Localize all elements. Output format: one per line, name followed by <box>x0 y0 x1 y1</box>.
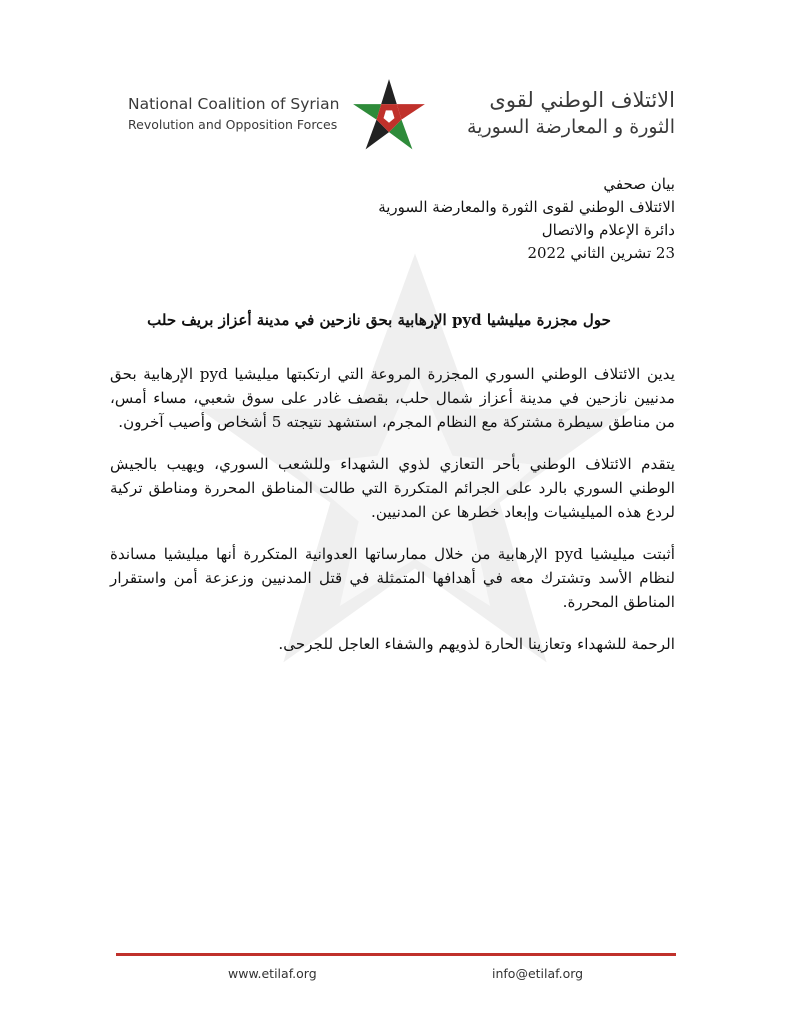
header-arabic-line2: الثورة و المعارضة السورية <box>466 116 675 138</box>
statement-body <box>110 362 675 674</box>
header-arabic <box>467 86 675 140</box>
organization-name: الائتلاف الوطني لقوى الثورة والمعارضة السورية <box>378 198 675 216</box>
footer-divider <box>116 953 676 956</box>
footer-website-link[interactable]: www.etilaf.org <box>228 966 317 981</box>
statement-date: 23 تشرين الثاني 2022 <box>527 244 675 262</box>
paragraph: الرحمة للشهداء وتعازينا الحارة لذويهم والشفاء العاجل للجرحى. <box>278 635 675 653</box>
doc-type: بيان صحفي <box>603 175 675 193</box>
department-name: دائرة الإعلام والاتصال <box>541 221 675 239</box>
paragraph: يدين الائتلاف الوطني السوري المجزرة المروعة التي ارتكبتها ميليشيا pyd الإرهابية بحق مدنيين نازحين في مدينة أعزاز شمال حلب، بقصف غادر على سوق شعبي، مساء أمس، من مناطق سيطرة مشتركة مع النظام المجرم، استشهد نتيجته 5 أشخاص وأصيب آخرون. <box>110 365 675 431</box>
paragraph: يتقدم الائتلاف الوطني بأحر التعازي لذوي الشهداء وللشعب السوري، ويهيب بالجيش الوطني السوري بالرد على الجرائم المتكررة التي طالت المناطق المحررة ومناطق تركية لردع هذه الميليشيات وإبعاد خطرها عن المدنيين. <box>110 455 675 521</box>
header-english-line1: National Coalition of Syrian <box>128 95 340 113</box>
header-arabic-line1: الائتلاف الوطني لقوى <box>489 88 675 112</box>
statement-title: حول مجزرة ميليشيا pyd الإرهابية بحق نازحين في مدينة أعزاز بريف حلب <box>147 311 611 329</box>
star-logo-icon <box>350 76 428 154</box>
document-meta <box>378 173 675 265</box>
footer-email-link[interactable]: info@etilaf.org <box>492 966 584 981</box>
paragraph: أثبتت ميليشيا pyd الإرهابية من خلال ممارساتها العدوانية المتكررة أنها ميليشيا مساندة لنظام الأسد وتشترك معه في أهدافها المتمثلة في قتل المدنيين وزعزعة أمن واستقرار المناطق المحررة. <box>110 545 675 611</box>
header-english <box>128 94 339 136</box>
header-english-line2: Revolution and Opposition Forces <box>128 117 338 132</box>
